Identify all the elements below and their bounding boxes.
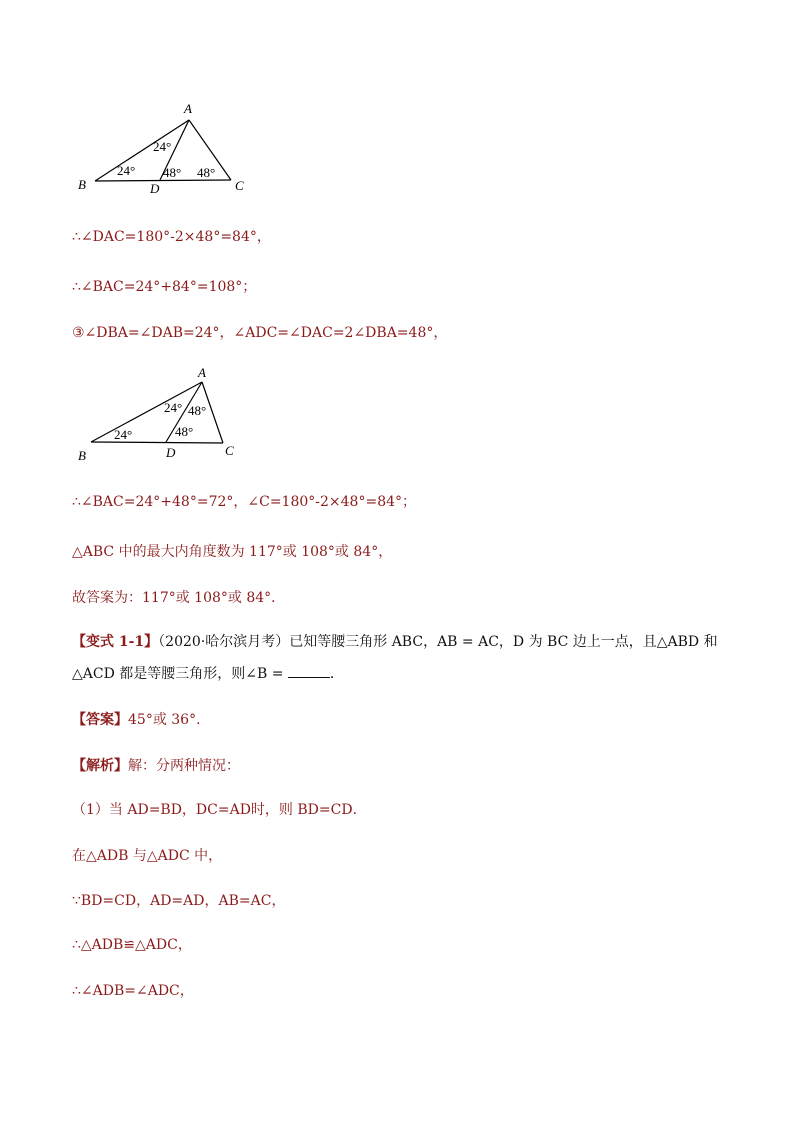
answer-blank — [288, 665, 330, 678]
solution-line-5: △ABC 中的最大内角度数为 117°或 108°或 84°， — [72, 544, 393, 560]
analysis-text: 解：分两种情况： — [128, 758, 240, 774]
fig2-angle-adc: 48° — [175, 424, 194, 439]
solution-line-13: ∵BD=CD，AD=AD，AB=AC， — [72, 893, 286, 909]
variant-question-line-2 — [72, 665, 344, 683]
solution-line-11: （1）当 AD=BD，DC=AD时，则 BD=CD． — [72, 802, 367, 818]
solution-line-1: ∴∠DAC=180°-2×48°=84°， — [72, 229, 271, 245]
solution-line-12: 在△ADB 与△ADC 中， — [72, 848, 223, 864]
solution-line-14: ∴△ADB≌△ADC， — [72, 937, 192, 953]
fig2-angle-abd: 24° — [114, 427, 133, 442]
fig2-angle-dac: 48° — [188, 403, 207, 418]
question-end: ． — [329, 666, 344, 682]
variant-question-line-1 — [72, 633, 718, 651]
solution-line-3: ③∠DBA=∠DAB=24°，∠ADC=∠DAC=2∠DBA=48°， — [72, 325, 448, 341]
fig1-angle-acd: 48° — [197, 165, 216, 180]
fig1-angle-adc: 48° — [163, 165, 182, 180]
solution-line-4: ∴∠BAC=24°+48°=72°，∠C=180°-2×48°=84°； — [72, 494, 417, 510]
fig1-point-d: D — [150, 181, 160, 196]
fig1-point-a: A — [184, 101, 192, 116]
variant-question-text: （2020·哈尔滨月考）已知等腰三角形 ABC，AB = AC，D 为 BC 边上一点，且△ABD 和 — [158, 634, 718, 650]
variant-question-text-2: △ACD 都是等腰三角形，则∠B = — [72, 666, 284, 682]
analysis-tag: 【解析】 — [72, 758, 128, 774]
fig2-angle-bad: 24° — [164, 400, 183, 415]
fig1-point-c: C — [235, 178, 244, 193]
answer-tag: 【答案】 — [72, 712, 128, 728]
answer-line — [72, 711, 201, 729]
answer-text: 45°或 36°. — [128, 712, 201, 728]
fig2-point-b: B — [78, 448, 86, 463]
fig2-point-a: A — [198, 365, 206, 380]
fig2-point-d: D — [166, 445, 176, 460]
analysis-line — [72, 757, 240, 775]
solution-line-6: 故答案为：117°或 108°或 84°． — [72, 590, 286, 606]
fig1-point-b: B — [78, 177, 86, 192]
solution-line-2: ∴∠BAC=24°+84°=108°； — [72, 279, 257, 295]
fig2-point-c: C — [225, 443, 234, 458]
fig1-angle-abd: 24° — [117, 163, 136, 178]
fig1-angle-bad: 24° — [153, 139, 172, 154]
variant-tag: 【变式 1-1】 — [72, 634, 159, 650]
solution-line-15: ∴∠ADB=∠ADC， — [72, 983, 194, 999]
